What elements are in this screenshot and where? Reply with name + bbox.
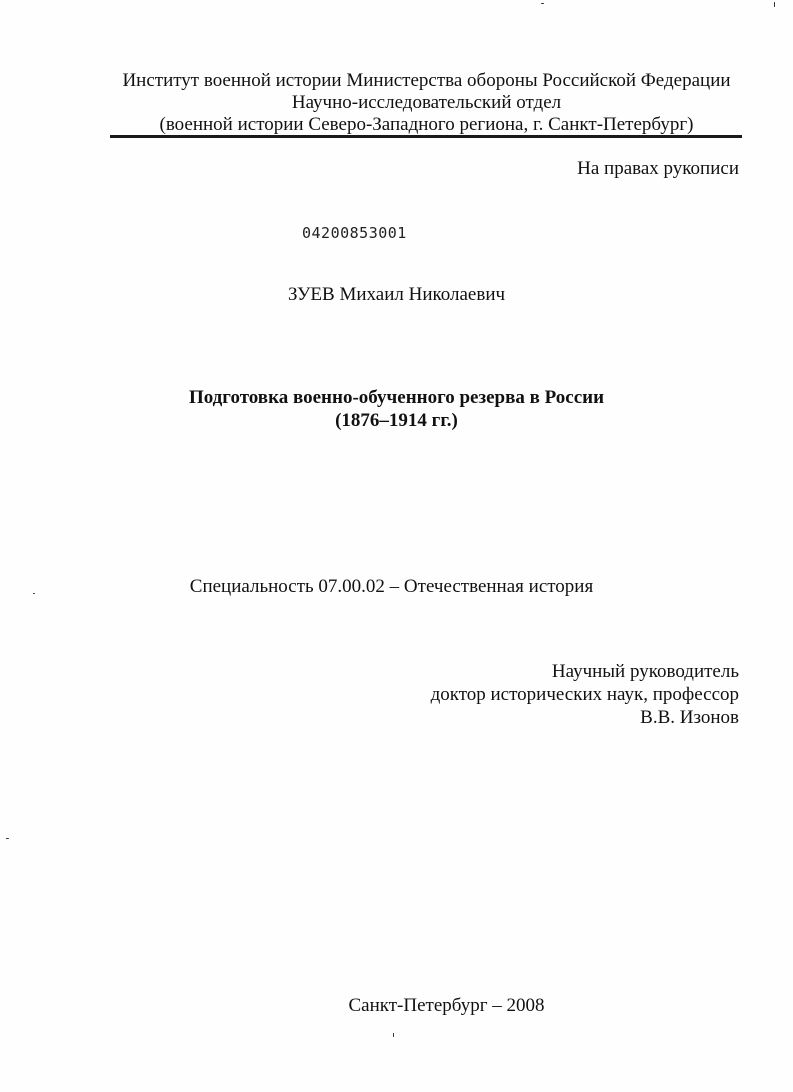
thesis-title: Подготовка военно-обученного резерва в России xyxy=(188,387,605,408)
scan-speck xyxy=(774,2,775,7)
scan-speck xyxy=(541,3,544,4)
supervisor-role: Научный руководитель xyxy=(551,661,739,682)
department-name: Научно-исследовательский отдел xyxy=(291,92,562,113)
author-name: ЗУЕВ Михаил Николаевич xyxy=(287,284,506,305)
scan-speck xyxy=(393,1033,394,1037)
scan-speck xyxy=(6,838,9,839)
supervisor-degree: доктор исторических наук, профессор xyxy=(430,684,739,705)
scan-speck xyxy=(33,593,35,594)
supervisor-name: В.В. Изонов xyxy=(640,707,739,728)
specialty-line: Специальность 07.00.02 – Отечественная история xyxy=(189,576,594,597)
institute-name: Институт военной истории Министерства обороны Российской Федерации xyxy=(122,70,731,91)
manuscript-note: На правах рукописи xyxy=(577,158,739,179)
place-and-year: Санкт-Петербург – 2008 xyxy=(348,995,545,1016)
header-rule xyxy=(110,135,742,138)
catalog-number: 04200853001 xyxy=(302,224,407,242)
thesis-title-years: (1876–1914 гг.) xyxy=(335,410,458,431)
department-region: (военной истории Северо-Западного региона, г. Санкт-Петербург) xyxy=(159,114,694,135)
